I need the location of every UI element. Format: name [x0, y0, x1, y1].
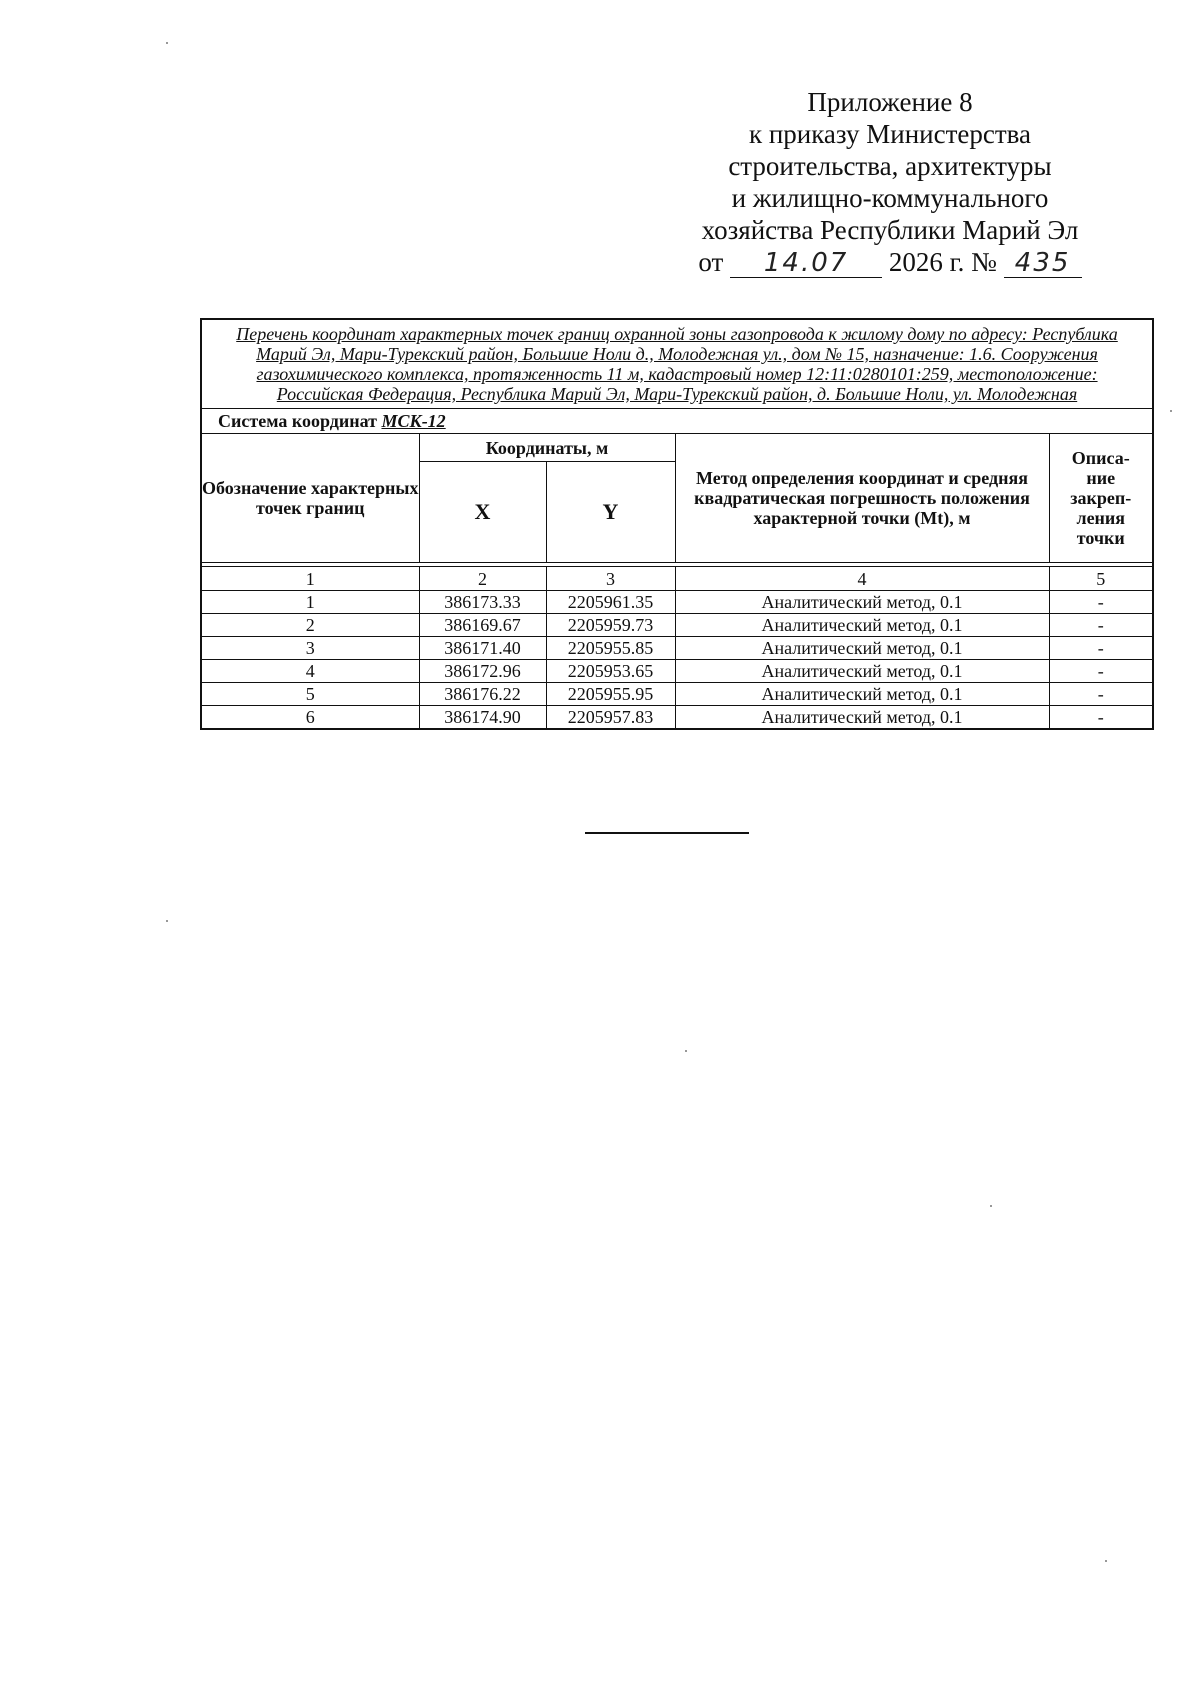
method-value: Аналитический метод, 0.1 — [675, 660, 1049, 683]
point-id: 4 — [201, 660, 419, 683]
column-number: 3 — [546, 567, 675, 591]
table-row — [201, 683, 1153, 706]
scan-speck — [1105, 1560, 1107, 1562]
method-value: Аналитический метод, 0.1 — [675, 637, 1049, 660]
x-value: 386172.96 — [419, 660, 546, 683]
y-value: 2205955.85 — [546, 637, 675, 660]
table-row — [201, 660, 1153, 683]
y-value: 2205953.65 — [546, 660, 675, 683]
coordinate-system-row — [201, 409, 1153, 434]
point-id: 6 — [201, 706, 419, 730]
table-row — [201, 637, 1153, 660]
scan-speck — [685, 1050, 687, 1052]
x-value: 386173.33 — [419, 591, 546, 614]
y-value: 2205961.35 — [546, 591, 675, 614]
header-line-republic: хозяйства Республики Марий Эл — [701, 215, 1079, 245]
table-row — [201, 706, 1153, 730]
header-line-ministry: строительства, архитектуры — [728, 151, 1052, 181]
end-divider — [585, 832, 749, 834]
scan-speck — [166, 920, 168, 922]
point-id: 2 — [201, 614, 419, 637]
column-number: 1 — [201, 567, 419, 591]
handwritten-date: 14.07 — [730, 249, 882, 278]
table-row — [201, 614, 1153, 637]
description-value: - — [1049, 706, 1153, 730]
x-value: 386169.67 — [419, 614, 546, 637]
table-caption: Перечень координат характерных точек границ охранной зоны газопровода к жилому дому по адресу: Республика Марий Эл, Мари-Турекский район, Большие Ноли д., Молодежная ул., дом № 15, назначение: 1.6. Сооружения газохимического комплекса, протяженность 11 м, кадастровый номер 12:11:0280101:259, местоположение: Российская Федерация, Республика Марий Эл, Мари-Турекский район, д. Большие Ноли, ул. Молодежная — [201, 319, 1153, 409]
caption-row — [201, 319, 1153, 409]
header-line-housing: и жилищно-коммунального — [731, 183, 1049, 213]
description-value: - — [1049, 683, 1153, 706]
col-header-designation: Обозначение характерных точек границ — [201, 434, 419, 563]
col-header-method: Метод определения координат и средняя квадратическая погрешность положения характерной точки (Mt), м — [675, 434, 1049, 563]
y-value: 2205957.83 — [546, 706, 675, 730]
coordinate-system-value: МСК-12 — [381, 411, 446, 431]
appendix-header — [690, 86, 1090, 278]
description-value: - — [1049, 637, 1153, 660]
method-value: Аналитический метод, 0.1 — [675, 706, 1049, 730]
method-value: Аналитический метод, 0.1 — [675, 591, 1049, 614]
coordinate-system — [201, 409, 1153, 434]
y-value: 2205959.73 — [546, 614, 675, 637]
header-line-appendix: Приложение 8 — [807, 87, 973, 117]
coordinate-system-label: Система координат — [218, 411, 377, 431]
method-value: Аналитический метод, 0.1 — [675, 614, 1049, 637]
x-value: 386176.22 — [419, 683, 546, 706]
scan-speck — [990, 1205, 992, 1207]
header-row-1 — [201, 434, 1153, 462]
coordinates-table — [200, 318, 1154, 730]
year-number-label: 2026 г. № — [888, 247, 997, 277]
order-date-line — [690, 246, 1090, 278]
header-line-order: к приказу Министерства — [748, 119, 1032, 149]
handwritten-order-number: 435 — [1004, 249, 1082, 278]
description-value: - — [1049, 591, 1153, 614]
point-id: 5 — [201, 683, 419, 706]
description-value: - — [1049, 660, 1153, 683]
col-header-y: Y — [546, 462, 675, 563]
description-value: - — [1049, 614, 1153, 637]
table-row — [201, 591, 1153, 614]
column-number: 5 — [1049, 567, 1153, 591]
point-id: 1 — [201, 591, 419, 614]
point-id: 3 — [201, 637, 419, 660]
column-number: 4 — [675, 567, 1049, 591]
x-value: 386171.40 — [419, 637, 546, 660]
column-number: 2 — [419, 567, 546, 591]
col-header-x: X — [419, 462, 546, 563]
method-value: Аналитический метод, 0.1 — [675, 683, 1049, 706]
col-header-coordinates: Координаты, м — [419, 434, 675, 462]
date-prefix: от — [698, 247, 724, 277]
scan-speck — [166, 42, 168, 44]
col-header-description: Описа-ние закреп-ления точки — [1049, 434, 1153, 563]
scan-speck — [1170, 410, 1172, 412]
column-number-row — [201, 567, 1153, 591]
x-value: 386174.90 — [419, 706, 546, 730]
y-value: 2205955.95 — [546, 683, 675, 706]
